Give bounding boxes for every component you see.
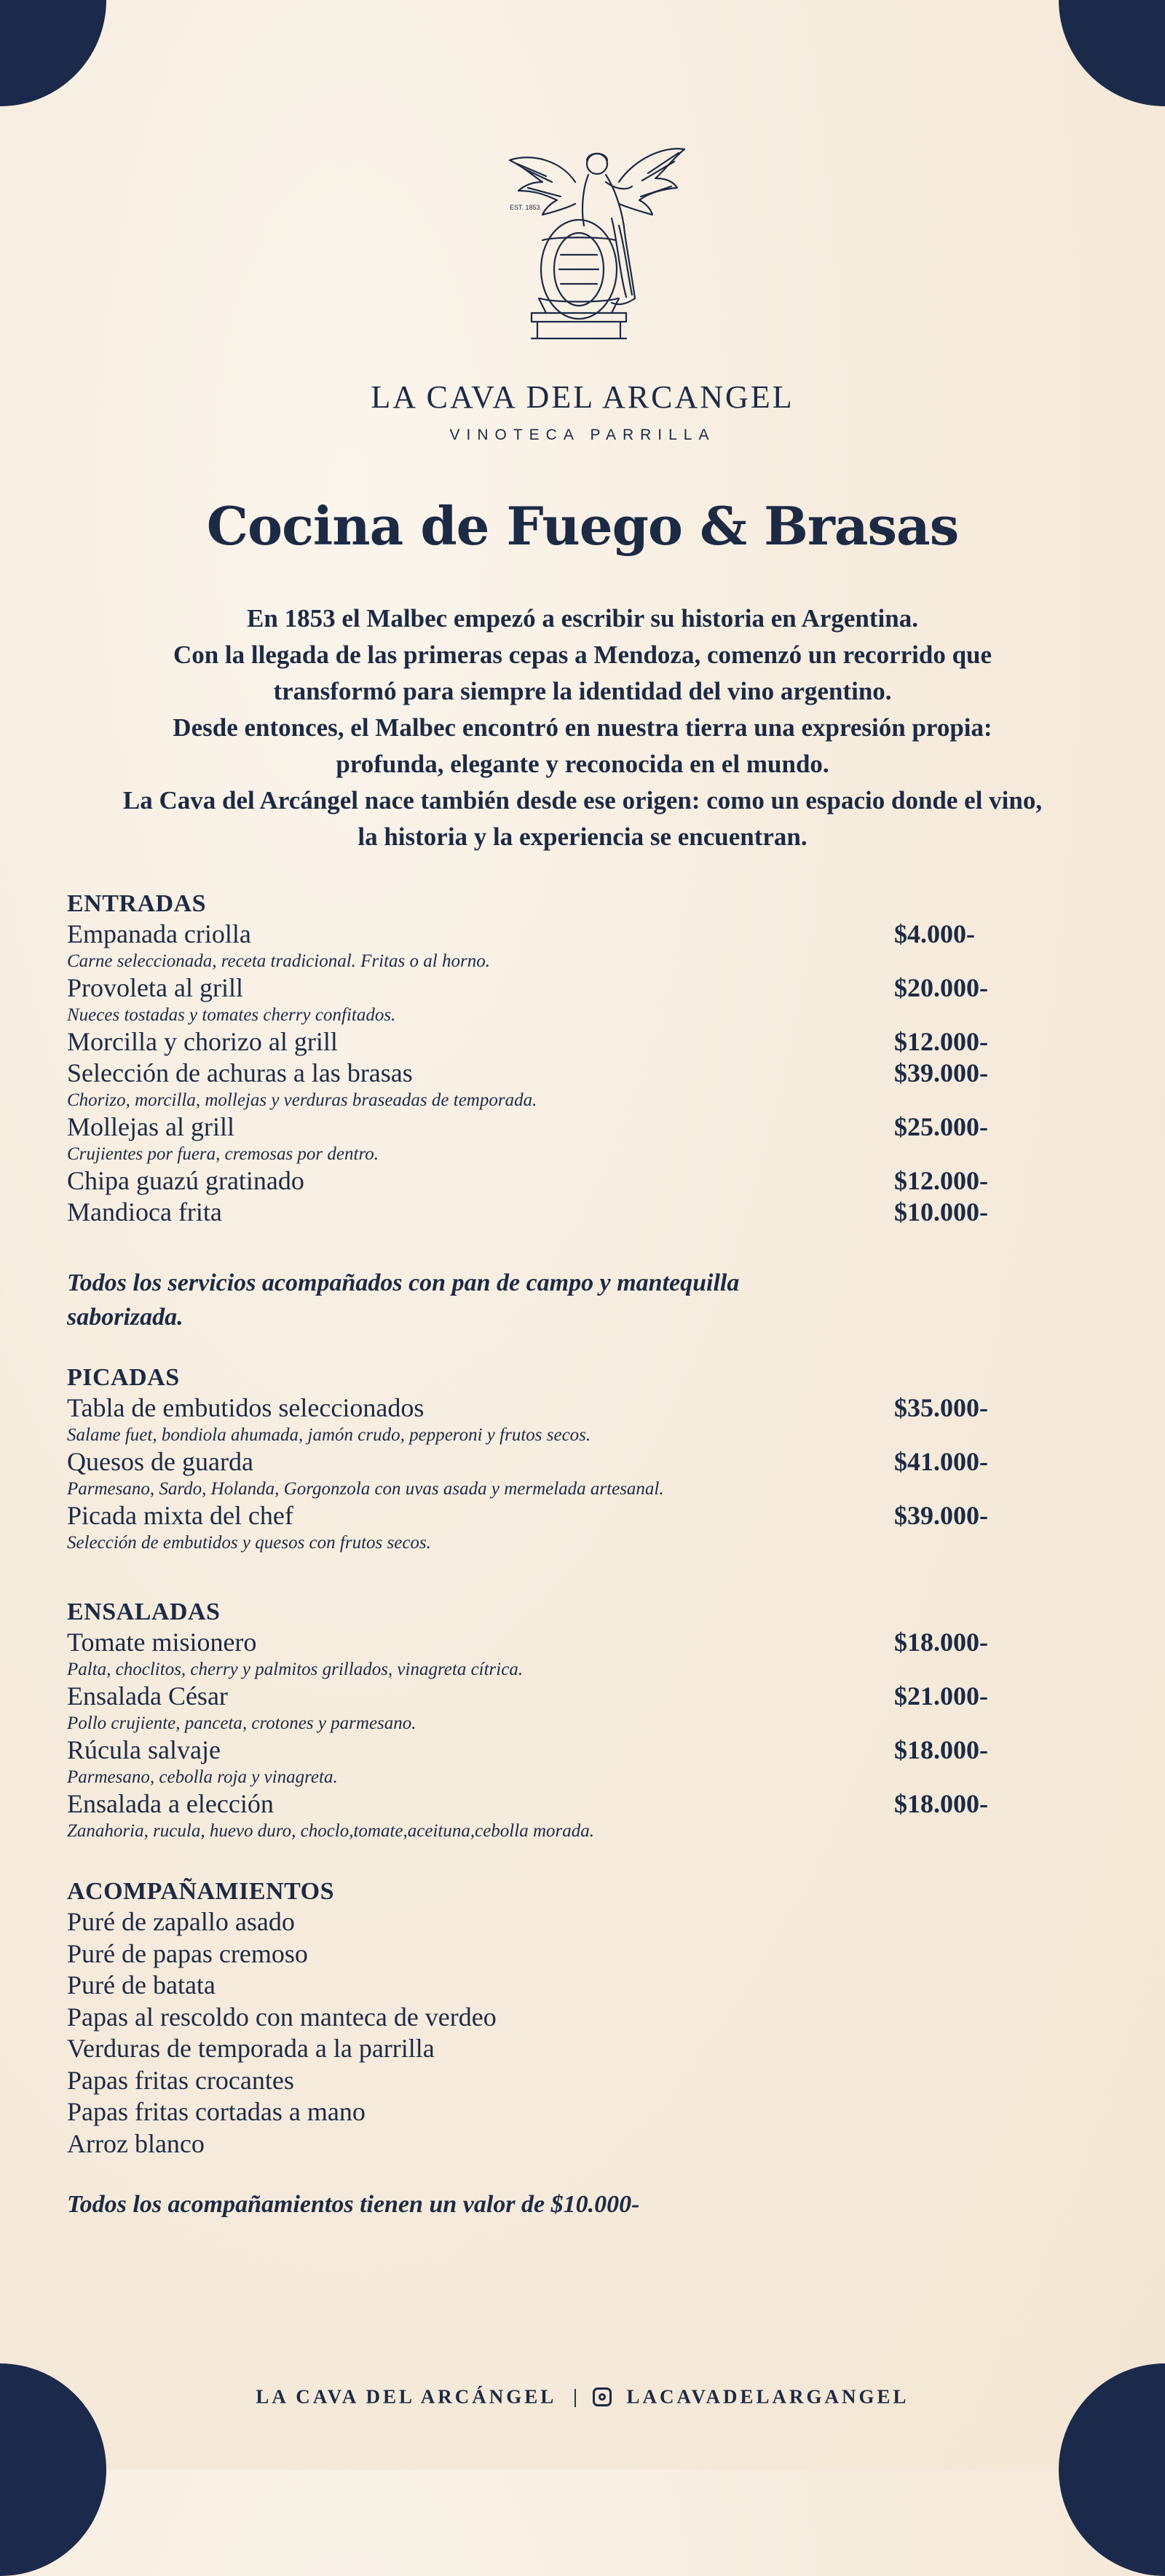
footer-separator: |: [573, 2385, 580, 2408]
menu-item: [67, 972, 1014, 1026]
footer-instagram-handle[interactable]: LACAVADELARGANGEL: [626, 2385, 909, 2408]
item-name: Tomate misionero: [67, 1628, 257, 1657]
brand-subtitle: VINOTECA PARRILLA: [449, 427, 716, 443]
item-name: Mandioca frita: [67, 1197, 222, 1226]
item-description: Palta, choclitos, cherry y palmitos grillados, vinagreta cítrica.: [67, 1660, 524, 1679]
intro-line: transformó para siempre la identidad del vino argentino.: [273, 677, 892, 705]
intro-line: profunda, elegante y reconocida en el mundo.: [336, 750, 829, 778]
item-name: Empanada criolla: [67, 919, 251, 948]
intro-line: la historia y la experiencia se encuentran.: [358, 823, 807, 851]
footer: [0, 2384, 1165, 2408]
item-description: Parmesano, Sardo, Holanda, Gorgonzola con uvas asada y mermelada artesanal.: [67, 1479, 664, 1499]
item-name: Picada mixta del chef: [67, 1501, 293, 1530]
side-item: Papas fritas crocantes: [67, 2065, 294, 2095]
item-description: Pollo crujiente, panceta, crotones y parmesano.: [67, 1713, 416, 1733]
side-item: Puré de batata: [67, 1970, 216, 2000]
instagram-icon: [593, 2387, 612, 2406]
section-title: PICADAS: [67, 1364, 180, 1391]
menu-item: [67, 919, 1014, 972]
side-item: Papas al rescoldo con manteca de verdeo: [67, 2002, 497, 2032]
corner-decoration-top-right: [1059, 0, 1165, 106]
item-name: Ensalada César: [67, 1681, 228, 1711]
item-name: Ensalada a elección: [67, 1789, 274, 1818]
item-price: $20.000-: [894, 973, 988, 1002]
footer-brand: LA CAVA DEL ARCÁNGEL: [256, 2385, 557, 2408]
item-name: Quesos de guarda: [67, 1447, 253, 1476]
item-name: Selección de achuras a las brasas: [67, 1058, 413, 1087]
menu-item: [67, 1681, 1014, 1735]
item-price: $21.000-: [894, 1681, 988, 1711]
item-price: $18.000-: [894, 1735, 988, 1764]
item-name: Provoleta al grill: [67, 973, 243, 1002]
menu-item: [67, 1392, 1014, 1446]
section-ensaladas: [67, 1598, 1014, 1842]
item-price: $25.000-: [894, 1112, 988, 1141]
bread-note: [67, 1266, 1014, 1334]
item-price: $10.000-: [894, 1197, 988, 1226]
item-price: $39.000-: [894, 1501, 988, 1530]
item-description: Salame fuet, bondiola ahumada, jamón crudo, pepperoni y frutos secos.: [67, 1425, 591, 1445]
side-item: Puré de zapallo asado: [67, 1907, 295, 1936]
note-line: Todos los servicios acompañados con pan de campo y mantequilla: [67, 1269, 740, 1296]
menu-item: [67, 1446, 1014, 1500]
menu-item: [67, 1197, 1014, 1228]
menu-item: [67, 1788, 1014, 1842]
sides-price-note: Todos los acompañamientos tienen un valor de $10.000-: [67, 2191, 640, 2218]
menu-item: [67, 1111, 1014, 1165]
item-price: $12.000-: [894, 1166, 988, 1195]
brand-name: LA CAVA DEL ARCANGEL: [371, 379, 794, 415]
menu-item: [67, 1500, 1014, 1554]
intro-line: Con la llegada de las primeras cepas a Mendoza, comenzó un recorrido que: [173, 641, 992, 669]
item-name: Morcilla y chorizo al grill: [67, 1027, 338, 1056]
section-picadas: [67, 1363, 1014, 1554]
note-line: saborizada.: [67, 1304, 183, 1331]
intro-line: En 1853 el Malbec empezó a escribir su historia en Argentina.: [247, 604, 918, 633]
corner-decoration-top-left: [0, 0, 106, 106]
item-price: $41.000-: [894, 1447, 988, 1476]
item-name: Mollejas al grill: [67, 1112, 234, 1141]
section-title: ACOMPAÑAMIENTOS: [67, 1878, 335, 1905]
item-description: Selección de embutidos y quesos con frutos secos.: [67, 1533, 431, 1553]
section-entradas: [67, 889, 1014, 1334]
item-price: $35.000-: [894, 1393, 988, 1422]
intro-paragraph: [44, 601, 1121, 855]
menu-item: [67, 1058, 1014, 1111]
section-title: ENTRADAS: [67, 890, 207, 917]
item-price: $12.000-: [894, 1027, 988, 1056]
item-name: Chipa guazú gratinado: [67, 1166, 304, 1195]
logo-est-text: EST. 1853: [510, 204, 540, 211]
item-description: Chorizo, morcilla, mollejas y verduras braseadas de temporada.: [67, 1090, 537, 1110]
menu-item: [67, 1735, 1014, 1788]
side-item: Verduras de temporada a la parrilla: [67, 2034, 435, 2063]
side-item: Papas fritas cortadas a mano: [67, 2097, 366, 2126]
side-item: Arroz blanco: [67, 2128, 205, 2158]
item-description: Crujientes por fuera, cremosas por dentro.: [67, 1144, 379, 1164]
item-description: Nueces tostadas y tomates cherry confitados.: [67, 1005, 396, 1025]
menu-item: [67, 1026, 1014, 1058]
page-title: Cocina de Fuego & Brasas: [206, 495, 959, 557]
section-acompanamientos: [67, 1877, 1014, 2222]
intro-line: La Cava del Arcángel nace también desde ese origen: como un espacio donde el vino,: [122, 786, 1043, 815]
side-item: Puré de papas cremoso: [67, 1938, 308, 1968]
item-name: Tabla de embutidos seleccionados: [67, 1393, 424, 1422]
item-description: Zanahoria, rucula, huevo duro, choclo,tomate,aceituna,cebolla morada.: [67, 1821, 594, 1841]
intro-line: Desde entonces, el Malbec encontró en nuestra tierra una expresión propia:: [173, 713, 992, 742]
menu: [67, 889, 1014, 2222]
section-title: ENSALADAS: [67, 1598, 221, 1625]
menu-item: [67, 1165, 1014, 1197]
angel-barrel-logo: [502, 131, 692, 364]
menu-item: [67, 1627, 1014, 1681]
item-description: Carne seleccionada, receta tradicional. Fritas o al horno.: [67, 951, 490, 971]
item-price: $39.000-: [894, 1058, 988, 1087]
item-price: $18.000-: [894, 1789, 988, 1818]
item-name: Rúcula salvaje: [67, 1735, 221, 1764]
item-price: $4.000-: [894, 919, 975, 948]
item-price: $18.000-: [894, 1628, 988, 1657]
item-description: Parmesano, cebolla roja y vinagreta.: [67, 1767, 338, 1787]
